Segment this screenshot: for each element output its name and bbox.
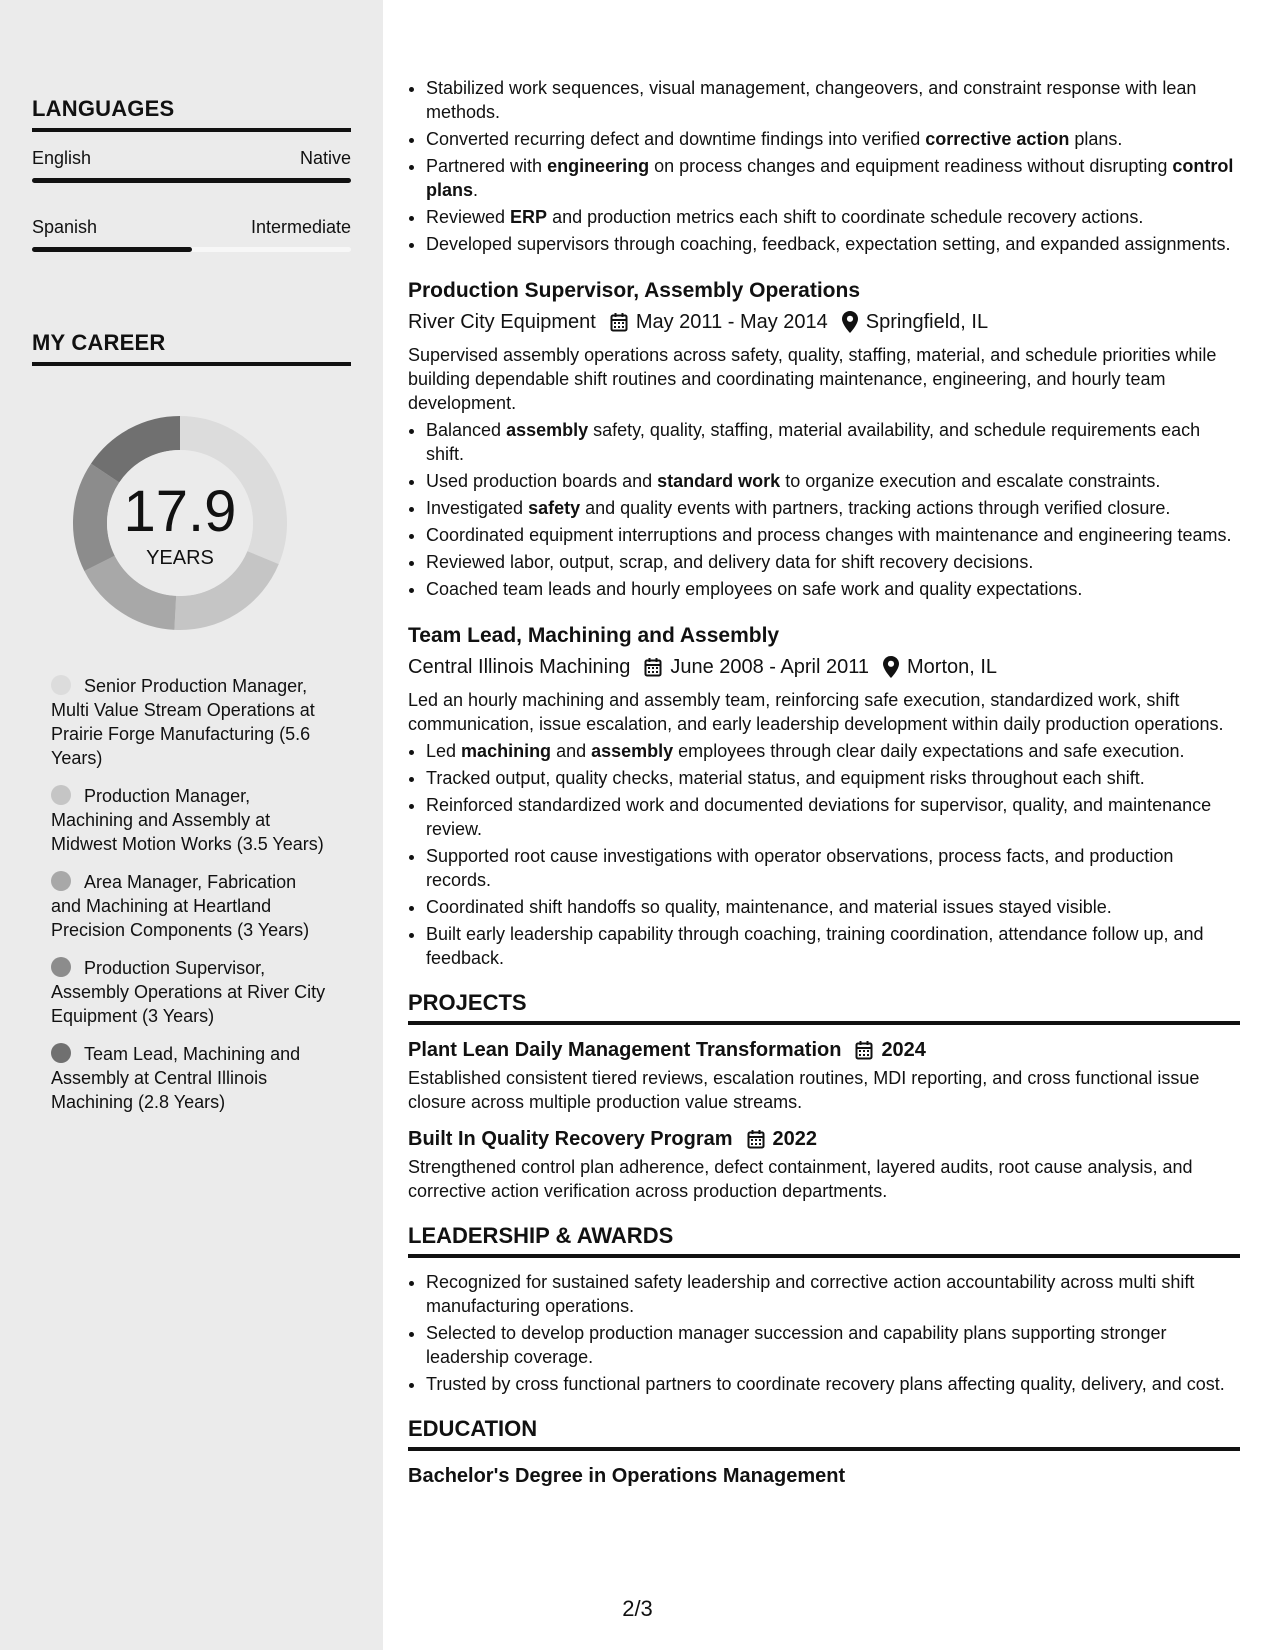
job-company: River City Equipment [408, 311, 596, 333]
language-row [32, 217, 351, 252]
legend-swatch [51, 675, 71, 695]
bullet-item: • Reviewed labor, output, scrap, and delivery data for shift recovery decisions. [426, 550, 1240, 574]
bullet-item: • Tracked output, quality checks, material status, and equipment risks throughout each shift. [426, 766, 1240, 790]
project-description: Established consistent tiered reviews, escalation routines, MDI reporting, and cross functional issue closure across multiple production value streams. [408, 1068, 1200, 1112]
map-pin-icon [842, 311, 858, 333]
career-legend [51, 674, 326, 1114]
legend-label: Production Manager, Machining and Assembly at Midwest Motion Works (3.5 Years) [51, 786, 324, 854]
legend-item [51, 870, 326, 942]
career-section [32, 330, 351, 1114]
bullet-item: • Selected to develop production manager succession and capability plans supporting stronger leadership coverage. [426, 1321, 1240, 1369]
sidebar [0, 0, 383, 1650]
language-name: Spanish [32, 217, 98, 237]
project-title: Plant Lean Daily Management Transformation [408, 1039, 842, 1061]
bullet-item: • Investigated safety and quality events with partners, tracking actions through verified closure. [426, 496, 1240, 520]
main-content [408, 0, 1240, 1489]
education-heading: EDUCATION [408, 1416, 1240, 1451]
leadership-heading: LEADERSHIP & AWARDS [408, 1223, 1240, 1258]
legend-swatch [51, 1043, 71, 1063]
legend-item [51, 784, 326, 856]
bullet-item: • Coordinated shift handoffs so quality, maintenance, and material issues stayed visible. [426, 895, 1240, 919]
legend-swatch [51, 957, 71, 977]
page-number-container [0, 1596, 1275, 1622]
project-year: 2024 [881, 1039, 926, 1061]
legend-label: Team Lead, Machining and Assembly at Central Illinois Machining (2.8 Years) [51, 1044, 301, 1112]
legend-item [51, 1042, 326, 1114]
calendar-icon [610, 312, 628, 332]
map-pin-icon [883, 656, 899, 678]
projects-heading: PROJECTS [408, 990, 1240, 1025]
jobs-list [408, 278, 1240, 970]
bullet-item: • Balanced assembly safety, quality, staffing, material availability, and schedule requirements each shift. [426, 418, 1240, 466]
career-heading: MY CAREER [32, 330, 351, 366]
job-dates: June 2008 - April 2011 [670, 656, 869, 678]
bullet-item: • Coached team leads and hourly employees on safe work and quality expectations. [426, 577, 1240, 601]
language-proficiency-fill [32, 178, 351, 183]
career-donut-chart [65, 408, 295, 638]
project-year: 2022 [772, 1128, 818, 1150]
calendar-icon [644, 657, 662, 677]
legend-swatch [51, 785, 71, 805]
bullet-item: • Led machining and assembly employees through clear daily expectations and safe execution. [426, 739, 1240, 763]
donut-center [65, 408, 295, 638]
legend-label: Area Manager, Fabrication and Machining at Heartland Precision Components (3 Years) [51, 872, 310, 940]
bullet-item: • Used production boards and standard work to organize execution and escalate constraints. [426, 469, 1240, 493]
calendar-icon [747, 1129, 765, 1149]
job-dates: May 2011 - May 2014 [635, 311, 828, 333]
bullet-item: • Reinforced standardized work and documented deviations for supervisor, quality, and maintenance review. [426, 793, 1240, 841]
bullet-item: • Recognized for sustained safety leadership and corrective action accountability across multi shift manufacturing operations. [426, 1270, 1240, 1318]
legend-item [51, 674, 326, 770]
language-name: English [32, 148, 92, 168]
language-level: Native [299, 148, 351, 168]
education-degree: Bachelor's Degree in Operations Management [408, 1465, 846, 1487]
project-entry [408, 1037, 1240, 1114]
job-bullets [408, 739, 1240, 970]
bullet-item: • Reviewed ERP and production metrics each shift to coordinate schedule recovery actions. [426, 205, 1240, 229]
language-proficiency-bar [32, 247, 351, 252]
intro-bullets [408, 76, 1240, 256]
bullet-item: • Converted recurring defect and downtime findings into verified corrective action plans. [426, 127, 1240, 151]
job-title: Production Supervisor, Assembly Operations [408, 279, 861, 302]
legend-label: Production Supervisor, Assembly Operations at River City Equipment (3 Years) [51, 958, 326, 1026]
job-meta [408, 654, 1240, 680]
job-company: Central Illinois Machining [408, 656, 631, 678]
language-proficiency-fill [32, 247, 192, 252]
language-row [32, 148, 351, 183]
bullet-item: • Supported root cause investigations with operator observations, process facts, and production records. [426, 844, 1240, 892]
page-number: 2/3 [622, 1596, 653, 1621]
job-meta [408, 309, 1240, 335]
calendar-icon [855, 1040, 873, 1060]
total-years-unit: YEARS [146, 547, 214, 569]
job-entry [408, 623, 1240, 970]
language-level: Intermediate [250, 217, 351, 237]
total-years-value: 17.9 [123, 479, 237, 544]
leadership-bullets [408, 1270, 1240, 1396]
projects-list [408, 1037, 1240, 1203]
job-title: Team Lead, Machining and Assembly [408, 624, 780, 647]
languages-heading: LANGUAGES [32, 96, 351, 132]
legend-label: Senior Production Manager, Multi Value Stream Operations at Prairie Forge Manufacturing (5.6 Years) [51, 676, 315, 768]
job-location: Morton, IL [907, 656, 998, 678]
legend-swatch [51, 871, 71, 891]
bullet-item: • Trusted by cross functional partners to coordinate recovery plans affecting quality, delivery, and cost. [426, 1372, 1240, 1396]
project-description: Strengthened control plan adherence, defect containment, layered audits, root cause analysis, and corrective action verification across production departments. [408, 1157, 1193, 1201]
languages-list [32, 148, 351, 252]
bullet-item: • Built early leadership capability through coaching, training coordination, attendance follow up, and feedback. [426, 922, 1240, 970]
bullet-item: • Developed supervisors through coaching, feedback, expectation setting, and expanded assignments. [426, 232, 1240, 256]
job-summary: Supervised assembly operations across safety, quality, staffing, material, and schedule priorities while building dependable shift routines and coordinating maintenance, engineering, and hourly team development. [408, 345, 1217, 413]
bullet-item: • Partnered with engineering on process changes and equipment readiness without disrupting control plans. [426, 154, 1240, 202]
bullet-item: • Stabilized work sequences, visual management, changeovers, and constraint response with lean methods. [426, 76, 1240, 124]
job-summary: Led an hourly machining and assembly team, reinforcing safe execution, standardized work, shift communication, issue escalation, and early leadership development within daily production operations. [408, 690, 1224, 734]
job-location: Springfield, IL [865, 311, 989, 333]
project-entry [408, 1126, 1240, 1203]
job-bullets [408, 418, 1240, 601]
bullet-item: • Coordinated equipment interruptions and process changes with maintenance and engineering teams. [426, 523, 1240, 547]
legend-item [51, 956, 326, 1028]
project-title: Built In Quality Recovery Program [408, 1128, 733, 1150]
language-proficiency-bar [32, 178, 351, 183]
job-entry [408, 278, 1240, 601]
